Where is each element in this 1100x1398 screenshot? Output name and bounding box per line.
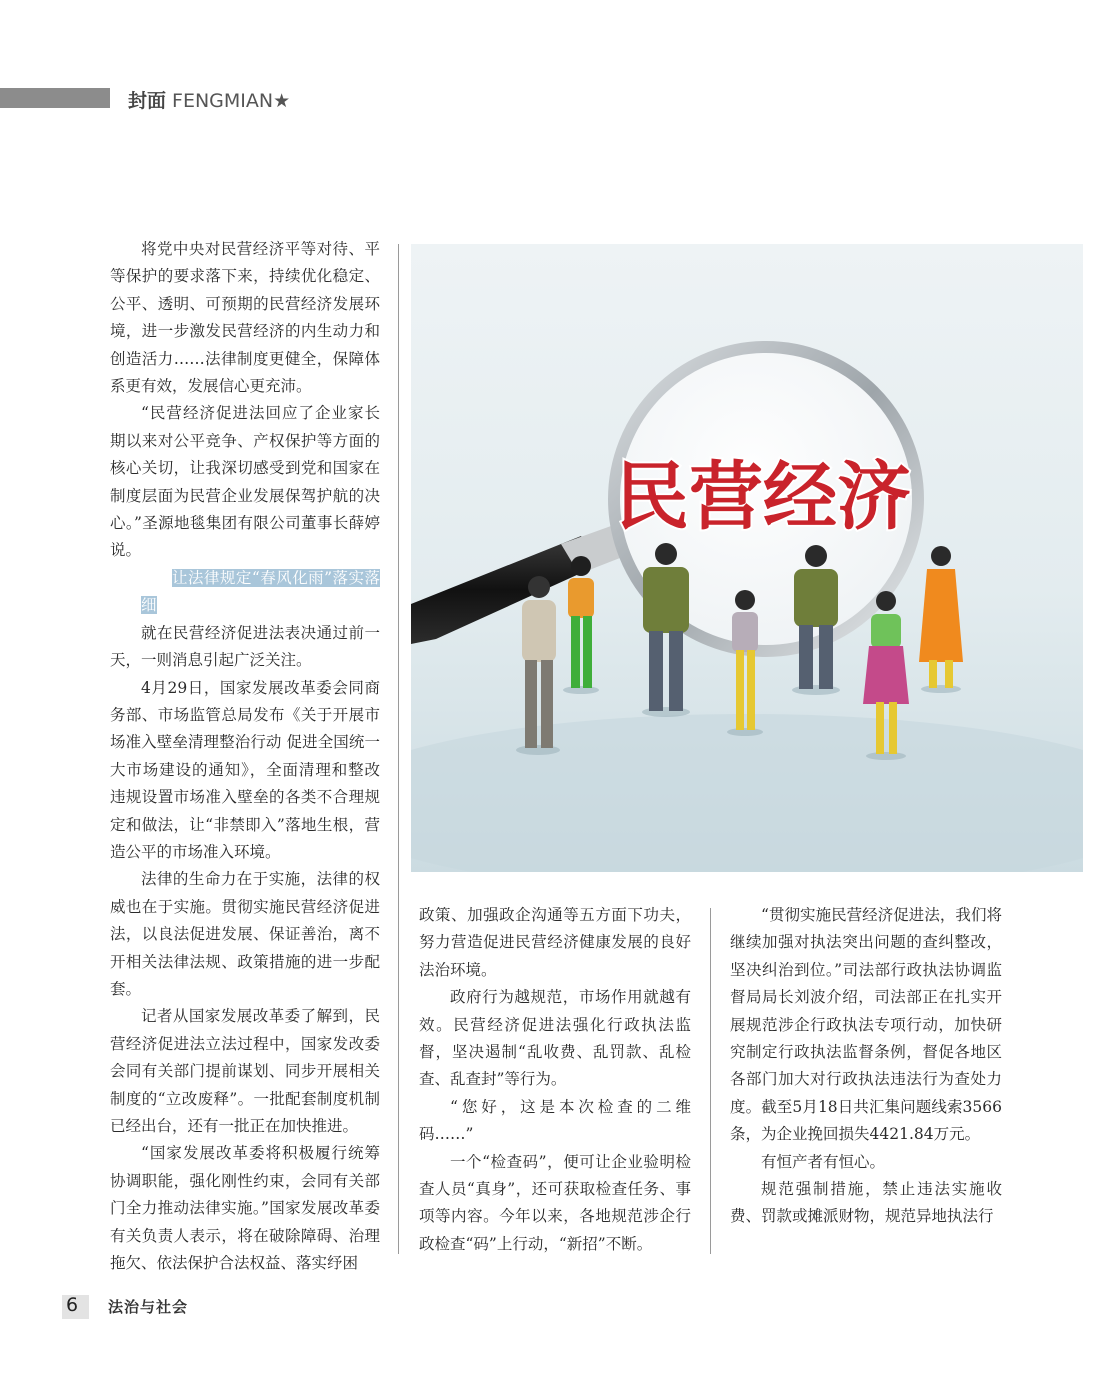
paragraph: “民营经济促进法回应了企业家长期以来对公平竞争、产权保护等方面的核心关切，让我深切感受到党和国家在制度层面为民营企业发展保驾护航的决心。”圣源地毯集团有限公司董事长薛婷说。 bbox=[110, 404, 380, 560]
paragraph: 政策、加强政企沟通等五方面下功夫，努力营造促进民营经济健康发展的良好法治环境。 bbox=[419, 906, 691, 979]
photo-illustration bbox=[411, 244, 1083, 872]
paragraph: 一个“检查码”，便可让企业验明检查人员“真身”，还可获取检查任务、事项等内容。今年以来，各地规范涉企行政检查“码”上行动，“新招”不断。 bbox=[419, 1152, 691, 1253]
page-number: 6 bbox=[66, 1294, 79, 1316]
paragraph: “贯彻实施民营经济促进法，我们将继续加强对执法突出问题的查纠整改，坚决纠治到位。”司法部行政执法协调监督局局长刘波介绍，司法部正在扎实开展规范涉企行政执法专项行动，加快研究制定行政执法监督条例，督促各地区各部门加大对行政执法违法行为查处力度。截至5月18日共汇集问题线索3566条，为企业挽回损失4421.84万元。 bbox=[730, 906, 1002, 1144]
paragraph: 记者从国家发展改革委了解到，民营经济促进法立法过程中，国家发改委会同有关部门提前谋划、同步开展相关制度的“立改废释”。一批配套制度机制已经出台，还有一批正在加快推进。 bbox=[110, 1007, 380, 1135]
paragraph: 法律的生命力在于实施，法律的权威也在于实施。贯彻实施民营经济促进法，以良法促进发展、保证善治，离不开相关法律法规、政策措施的进一步配套。 bbox=[110, 870, 380, 998]
section-header bbox=[128, 86, 290, 113]
section-title-en: FENGMIAN★ bbox=[172, 90, 291, 112]
article-column-2 bbox=[419, 902, 691, 1258]
paragraph: 政府行为越规范，市场作用就越有效。民营经济促进法强化行政执法监督，坚决遏制“乱收费、乱罚款、乱检查、乱查封”等行为。 bbox=[419, 988, 691, 1089]
column-divider bbox=[710, 908, 711, 1254]
section-title-cn: 封面 bbox=[128, 90, 167, 112]
subheading-text: 让法律规定“春风化雨”落实落细 bbox=[141, 568, 380, 615]
paragraph: 规范强制措施，禁止违法实施收费、罚款或摊派财物，规范异地执法行 bbox=[730, 1180, 1002, 1226]
photo-headline: 民营经济 bbox=[615, 454, 911, 540]
paragraph: 将党中央对民营经济平等对待、平等保护的要求落下来，持续优化稳定、公平、透明、可预期的民营经济发展环境，进一步激发民营经济的内生动力和创造活力……法律制度更健全，保障体系更有效，发展信心更充沛。 bbox=[110, 240, 380, 396]
paragraph: 有恒产者有恒心。 bbox=[761, 1152, 886, 1171]
article-column-1 bbox=[110, 236, 380, 1277]
paragraph: “国家发展改革委将积极履行统筹协调职能，强化刚性约束，会同有关部门全力推动法律实施。”国家发展改革委有关负责人表示，将在破除障碍、治理拖欠、依法保护合法权益、落实纾困 bbox=[110, 1144, 380, 1273]
paragraph: 4月29日，国家发展改革委会同商务部、市场监管总局发布《关于开展市场准入壁垒清理整治行动 促进全国统一大市场建设的通知》，全面清理和整改违规设置市场准入壁垒的各类不合理规定和做法，让“非禁即入”落地生根，营造公平的市场准入环境。 bbox=[110, 678, 380, 861]
paragraph: “您好，这是本次检查的二维码……” bbox=[419, 1097, 691, 1144]
article-column-3 bbox=[730, 902, 1002, 1231]
column-divider bbox=[398, 244, 399, 1254]
journal-title: 法治与社会 bbox=[108, 1298, 189, 1316]
paragraph: 就在民营经济促进法表决通过前一天，一则消息引起广泛关注。 bbox=[110, 623, 380, 670]
header-bar bbox=[0, 88, 110, 108]
subheading bbox=[110, 565, 380, 620]
cover-photo bbox=[411, 244, 1083, 872]
